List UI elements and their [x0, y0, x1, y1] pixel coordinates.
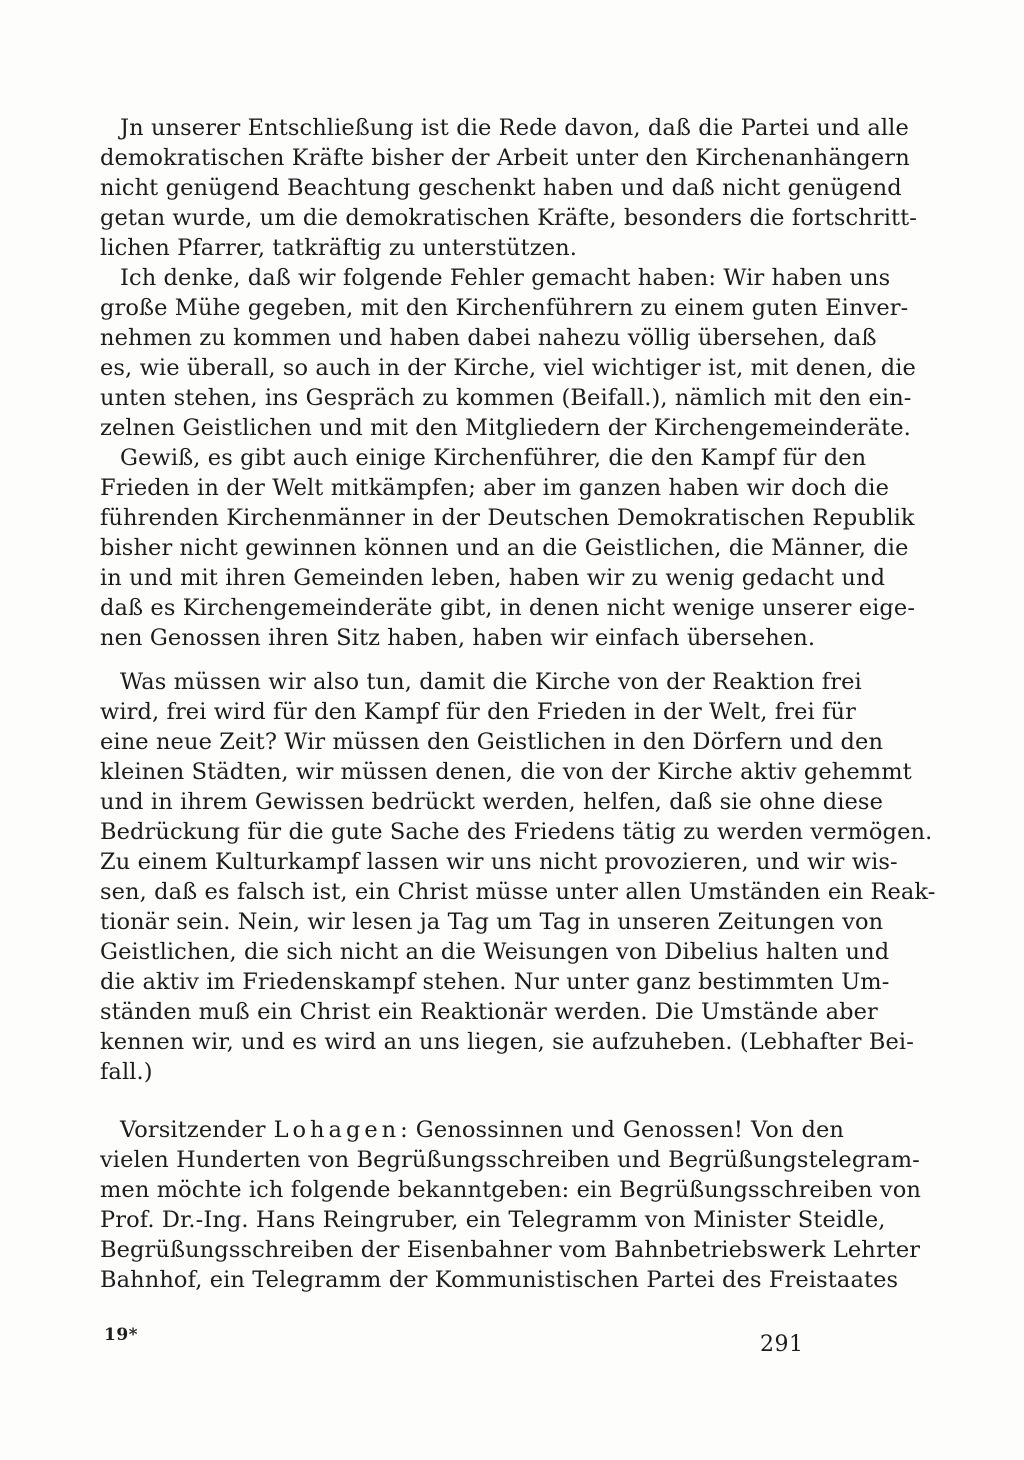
paragraph-line: eine neue Zeit? Wir müssen den Geistlichen in den Dörfern und den — [100, 729, 884, 755]
paragraph-line: die aktiv im Friedenskampf stehen. Nur unter ganz bestimmten Um- — [100, 969, 890, 995]
paragraph-line: kennen wir, und es wird an uns liegen, sie aufzuheben. (Lebhafter Bei- — [100, 1029, 914, 1055]
paragraph-line: Zu einem Kulturkampf lassen wir uns nicht provozieren, und wir wis- — [100, 849, 898, 875]
paragraph-line: Was müssen wir also tun, damit die Kirche von der Reaktion frei — [120, 669, 862, 695]
paragraph-line: wird, frei wird für den Kampf für den Frieden in der Welt, frei für — [100, 699, 856, 725]
paragraph-line: es, wie überall, so auch in der Kirche, viel wichtiger ist, mit denen, die — [100, 355, 916, 381]
paragraph-line: Geistlichen, die sich nicht an die Weisungen von Dibelius halten und — [100, 939, 890, 965]
paragraph-line: Jn unserer Entschließung ist die Rede davon, daß die Partei und alle — [120, 115, 909, 141]
paragraph-line: führenden Kirchenmänner in der Deutschen Demokratischen Republik — [100, 505, 915, 531]
paragraph-line: kleinen Städten, wir müssen denen, die von der Kirche aktiv gehemmt — [100, 759, 912, 785]
paragraph-line: nicht genügend Beachtung geschenkt haben und daß nicht genügend — [100, 175, 902, 201]
paragraph-line: lichen Pfarrer, tatkräftig zu unterstützen. — [100, 235, 577, 261]
paragraph-line: tionär sein. Nein, wir lesen ja Tag um Tag in unseren Zeitungen von — [100, 909, 884, 935]
paragraph-line: sen, daß es falsch ist, ein Christ müsse unter allen Umständen ein Reak- — [100, 879, 936, 905]
speech-first-line — [100, 1114, 844, 1146]
paragraph-line: Ich denke, daß wir folgende Fehler gemacht haben: Wir haben uns — [120, 265, 891, 291]
speaker-role: Vorsitzender — [120, 1117, 266, 1143]
speech-line: Begrüßungsschreiben der Eisenbahner vom Bahnbetriebswerk Lehrter — [100, 1237, 921, 1263]
speaker-name: Lohagen — [273, 1117, 401, 1143]
paragraph-line: und in ihrem Gewissen bedrückt werden, helfen, daß sie ohne diese — [100, 789, 883, 815]
speech-line: men möchte ich folgende bekanntgeben: ein Begrüßungsschreiben von — [100, 1177, 921, 1203]
speech-line: vielen Hunderten von Begrüßungsschreiben und Begrüßungstelegram- — [100, 1147, 920, 1173]
paragraph-line: bisher nicht gewinnen können und an die Geistlichen, die Männer, die — [100, 535, 909, 561]
paragraph-line: in und mit ihren Gemeinden leben, haben wir zu wenig gedacht und — [100, 565, 886, 591]
paragraph-line: ständen muß ein Christ ein Reaktionär werden. Die Umstände aber — [100, 999, 878, 1025]
paragraph-line: zelnen Geistlichen und mit den Mitgliedern der Kirchengemeinderäte. — [100, 415, 911, 441]
paragraph-line: unten stehen, ins Gespräch zu kommen (Beifall.), nämlich mit den ein- — [100, 385, 912, 411]
paragraph-line: getan wurde, um die demokratischen Kräfte, besonders die fortschritt- — [100, 205, 917, 231]
paragraph-line: demokratischen Kräfte bisher der Arbeit unter den Kirchenanhängern — [100, 145, 910, 171]
speech-line: Prof. Dr.-Ing. Hans Reingruber, ein Telegramm von Minister Steidle, — [100, 1207, 886, 1233]
paragraph-line: Gewiß, es gibt auch einige Kirchenführer, die den Kampf für den — [120, 445, 867, 471]
paragraph-line: nehmen zu kommen und haben dabei nahezu völlig übersehen, daß — [100, 325, 877, 351]
speech-first-line-text: : Genossinnen und Genossen! Von den — [400, 1117, 844, 1143]
paragraph-line: daß es Kirchengemeinderäte gibt, in denen nicht wenige unserer eige- — [100, 595, 916, 621]
speech-line: Bahnhof, ein Telegramm der Kommunistischen Partei des Freistaates — [100, 1267, 899, 1293]
page-number: 291 — [760, 1332, 804, 1357]
paragraph-line: große Mühe gegeben, mit den Kirchenführern zu einem guten Einver- — [100, 295, 909, 321]
paragraph-line: fall.) — [100, 1059, 153, 1085]
signature-mark: 19* — [104, 1325, 139, 1345]
paragraph-line: nen Genossen ihren Sitz haben, haben wir einfach übersehen. — [100, 625, 816, 651]
paragraph-line: Bedrückung für die gute Sache des Friedens tätig zu werden vermögen. — [100, 819, 933, 845]
paragraph-line: Frieden in der Welt mitkämpfen; aber im ganzen haben wir doch die — [100, 475, 890, 501]
